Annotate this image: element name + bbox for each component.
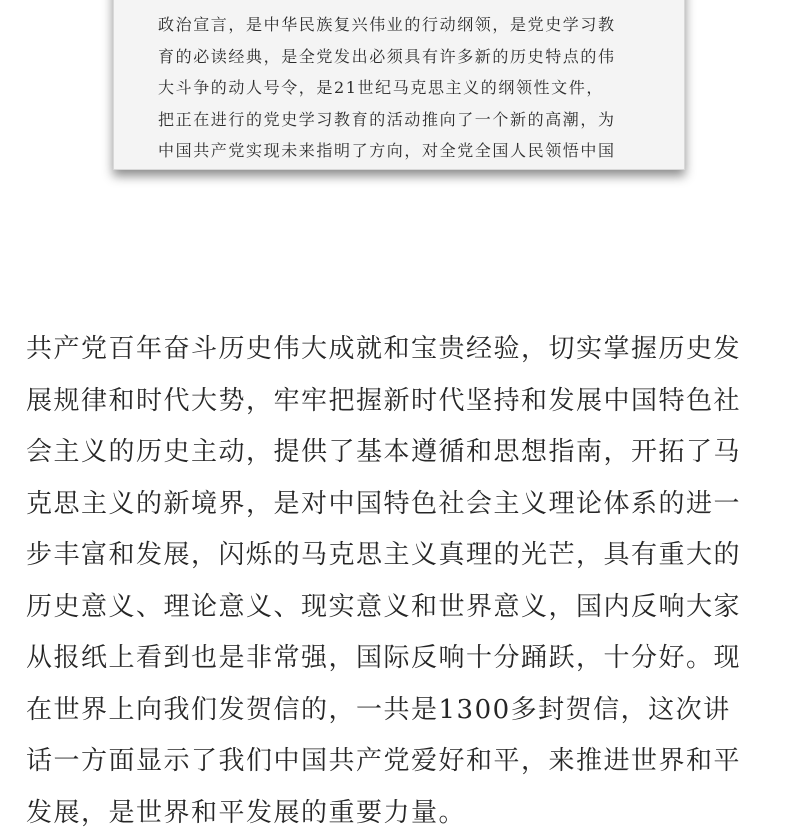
body-line: 话一方面显示了我们中国共产党爱好和平，来推进世界和平 [26, 736, 776, 788]
quote-line: 政治宣言，是中华民族复兴伟业的行动纲领，是党史学习教 [158, 9, 642, 41]
quote-line: 育的必读经典，是全党发出必须具有许多新的历史特点的伟 [158, 41, 642, 73]
body-line: 克思主义的新境界，是对中国特色社会主义理论体系的进一 [26, 479, 776, 531]
quote-line: 把正在进行的党史学习教育的活动推向了一个新的高潮，为 [158, 104, 642, 136]
body-line: 发展，是世界和平发展的重要力量。 [26, 788, 776, 839]
body-line: 共产党百年奋斗历史伟大成就和宝贵经验，切实掌握历史发 [26, 324, 776, 376]
body-line: 步丰富和发展，闪烁的马克思主义真理的光芒，具有重大的 [26, 530, 776, 582]
body-line: 展规律和时代大势，牢牢把握新时代坚持和发展中国特色社 [26, 376, 776, 428]
body-line: 在世界上向我们发贺信的，一共是1300多封贺信，这次讲 [26, 685, 776, 737]
body-line: 历史意义、理论意义、现实意义和世界意义，国内反响大家 [26, 582, 776, 634]
body-line: 从报纸上看到也是非常强，国际反响十分踊跃，十分好。现 [26, 633, 776, 685]
quote-line: 中国共产党实现未来指明了方向，对全党全国人民领悟中国 [158, 135, 642, 167]
body-line: 会主义的历史主动，提供了基本遵循和思想指南，开拓了马 [26, 427, 776, 479]
quote-line: 大斗争的动人号令，是21世纪马克思主义的纲领性文件， [158, 72, 642, 104]
quote-card [113, 0, 685, 170]
body-paragraph [26, 324, 776, 839]
quote-text [158, 9, 642, 167]
